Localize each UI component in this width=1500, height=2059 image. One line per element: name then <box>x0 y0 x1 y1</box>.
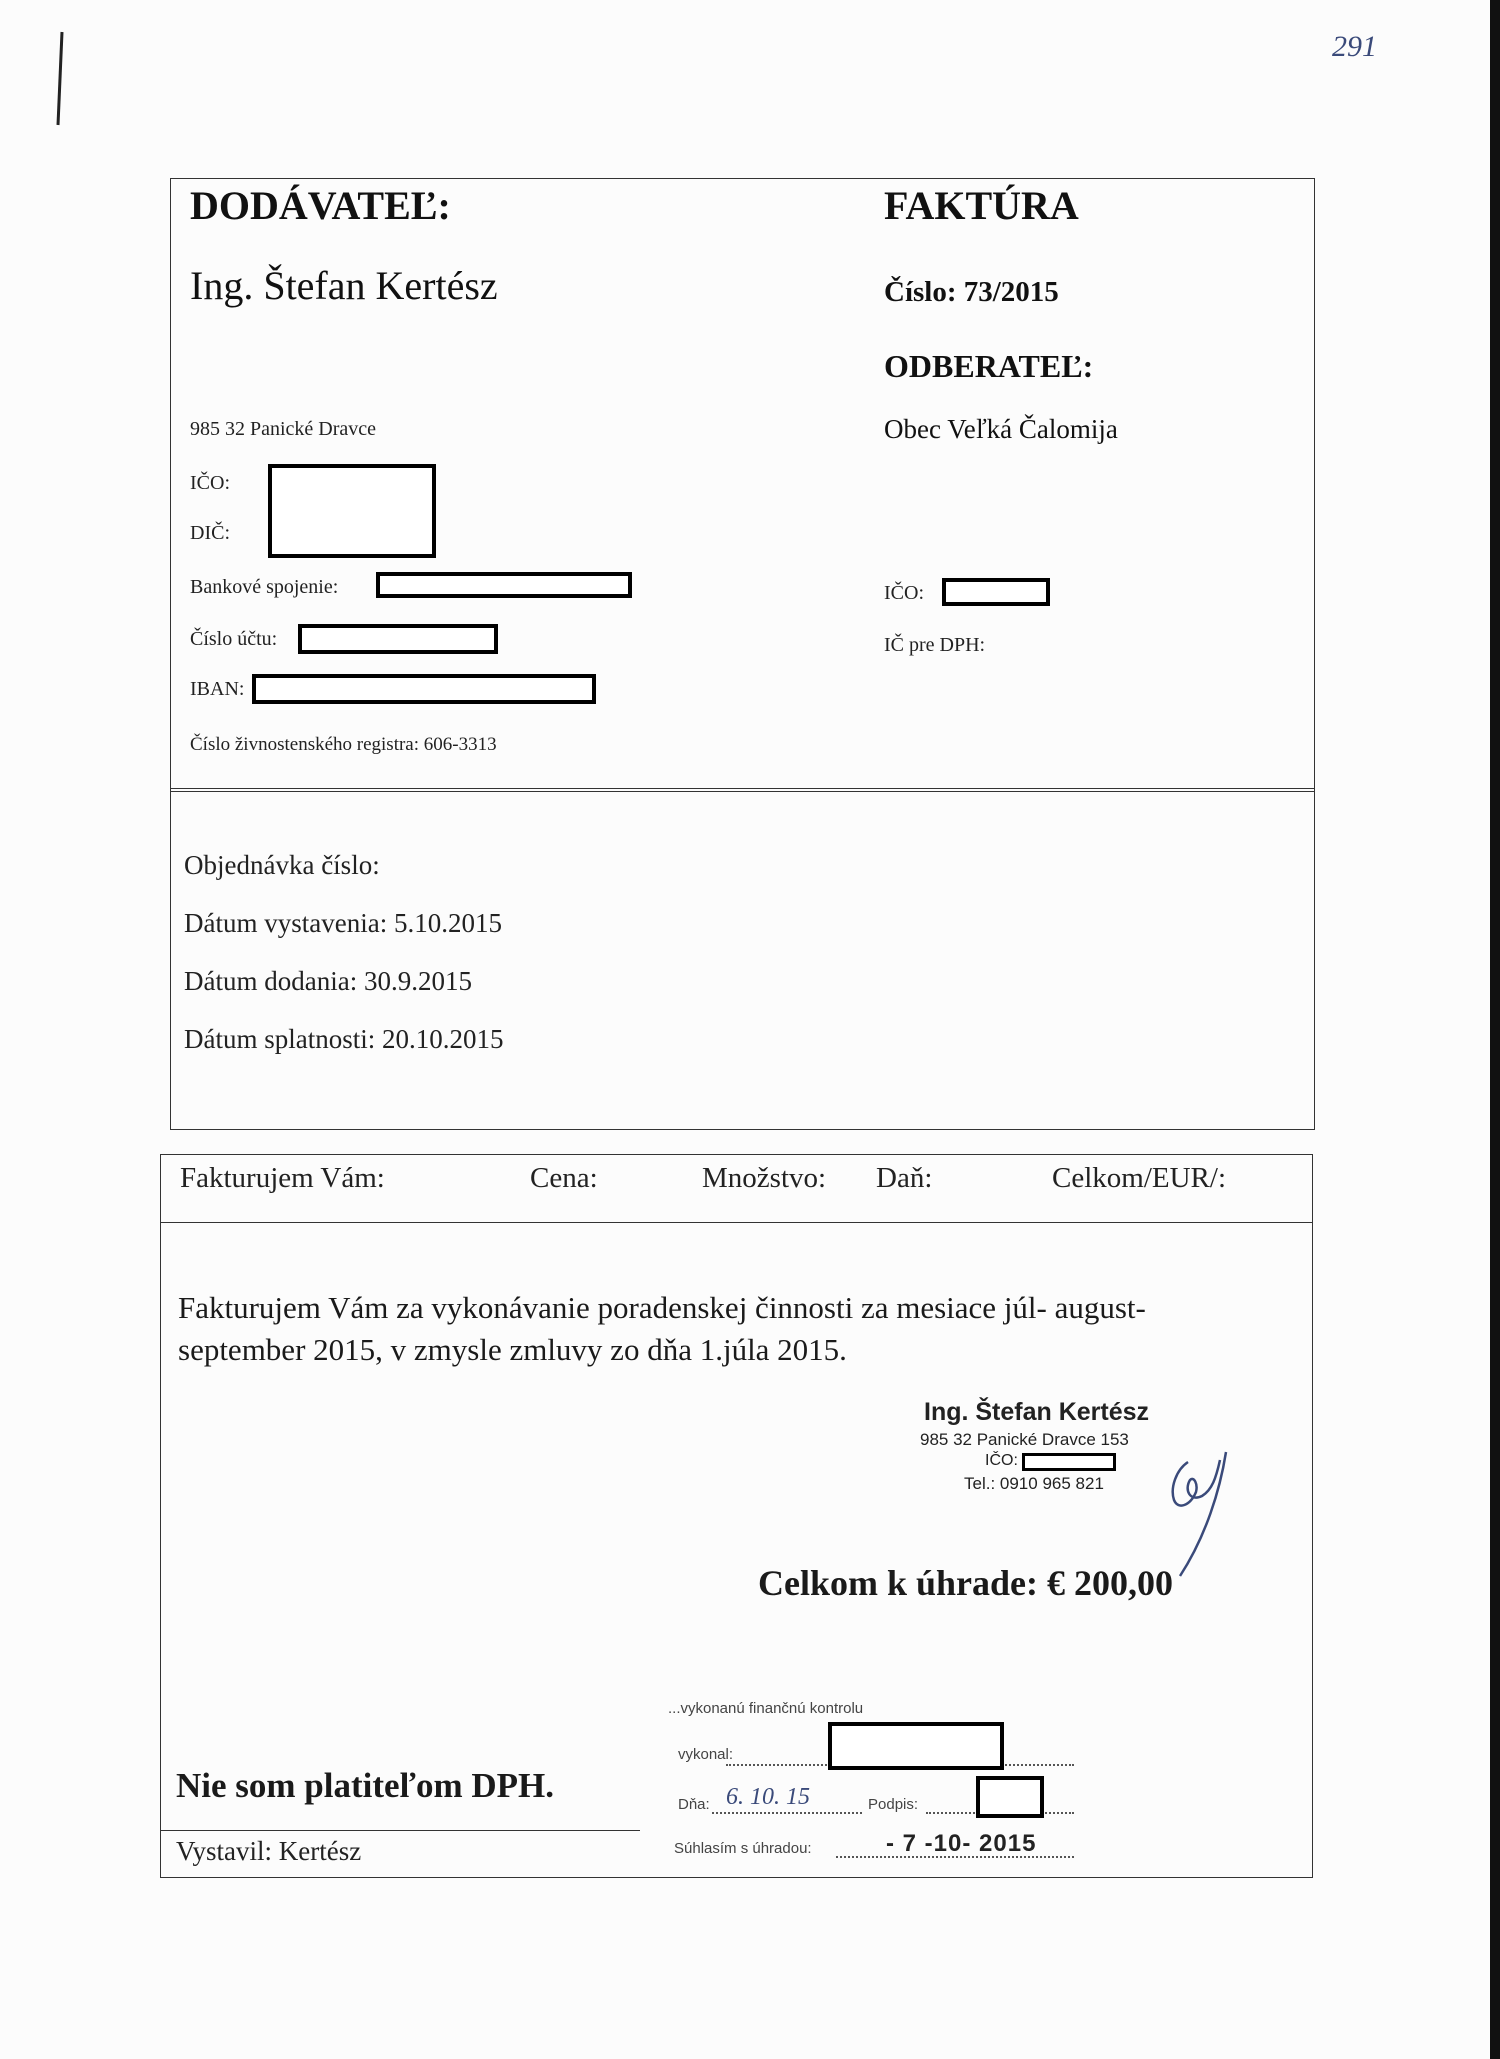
account-label: Číslo účtu: <box>190 628 278 650</box>
customer-heading: ODBERATEĽ: <box>884 348 1094 384</box>
total-due: Celkom k úhrade: € 200,00 <box>758 1563 1174 1603</box>
delivery-date: Dátum dodania: 30.9.2015 <box>184 966 472 996</box>
control-approve-date: - 7 -10- 2015 <box>886 1830 1037 1857</box>
trade-register: Číslo živnostenského registra: 606-3313 <box>190 734 497 755</box>
invoice-number: Číslo: 73/2015 <box>884 276 1059 308</box>
supplier-address: 985 32 Panické Dravce <box>190 418 377 440</box>
due-date: Dátum splatnosti: 20.10.2015 <box>184 1024 504 1054</box>
customer-vat-label: IČ pre DPH: <box>884 634 986 656</box>
col-description: Fakturujem Vám: <box>180 1162 385 1194</box>
vat-note: Nie som platiteľom DPH. <box>176 1766 555 1805</box>
signature-image <box>1140 1440 1240 1580</box>
invoice-heading: FAKTÚRA <box>884 183 1079 228</box>
col-price: Cena: <box>530 1162 598 1194</box>
issued-by-divider <box>160 1830 640 1831</box>
scan-edge <box>1490 0 1500 2059</box>
redaction-box <box>942 578 1050 606</box>
bank-label: Bankové spojenie: <box>190 576 339 598</box>
redaction-box <box>828 1722 1004 1770</box>
items-text-line1: Fakturujem Vám za vykonávanie poradenskej činnosti za mesiace júl- august- <box>178 1290 1146 1325</box>
iban-label: IBAN: <box>190 678 245 700</box>
stamp-tel: Tel.: 0910 965 821 <box>964 1474 1104 1493</box>
control-day-value: 6. 10. 15 <box>726 1784 810 1810</box>
customer-ico-label: IČO: <box>884 582 924 604</box>
supplier-dic-label: DIČ: <box>190 522 230 544</box>
redaction-box <box>376 572 632 598</box>
stamp-name: Ing. Štefan Kertész <box>924 1398 1150 1426</box>
redaction-box <box>976 1776 1044 1818</box>
items-header-divider <box>160 1222 1313 1223</box>
supplier-name: Ing. Štefan Kertész <box>190 263 498 308</box>
control-performed-label: vykonal: <box>678 1746 734 1763</box>
redaction-box <box>268 464 436 558</box>
redaction-box <box>298 624 498 654</box>
redaction-box <box>252 674 596 704</box>
redaction-box <box>1022 1453 1116 1471</box>
control-approve-label: Súhlasím s úhradou: <box>674 1840 812 1857</box>
control-signature-label: Podpis: <box>868 1796 919 1813</box>
handwritten-mark <box>50 30 70 130</box>
page-number: 291 <box>1332 30 1377 63</box>
supplier-heading: DODÁVATEĽ: <box>190 183 451 228</box>
col-tax: Daň: <box>876 1162 933 1194</box>
customer-name: Obec Veľká Čalomija <box>884 414 1118 444</box>
col-quantity: Množstvo: <box>702 1162 827 1194</box>
col-total: Celkom/EUR/: <box>1052 1162 1226 1194</box>
order-box <box>170 788 1315 1130</box>
order-number-label: Objednávka číslo: <box>184 850 380 880</box>
stamp-address: 985 32 Panické Dravce 153 <box>920 1430 1129 1449</box>
control-day-label: Dňa: <box>678 1796 710 1813</box>
stamp-ico-label: IČO: <box>985 1452 1018 1469</box>
control-title: ...vykonanú finančnú kontrolu <box>668 1700 864 1717</box>
items-text-line2: september 2015, v zmysle zmluvy zo dňa 1.júla 2015. <box>178 1332 847 1367</box>
issue-date: Dátum vystavenia: 5.10.2015 <box>184 908 502 938</box>
issued-by: Vystavil: Kertész <box>176 1836 362 1866</box>
supplier-ico-label: IČO: <box>190 472 230 494</box>
